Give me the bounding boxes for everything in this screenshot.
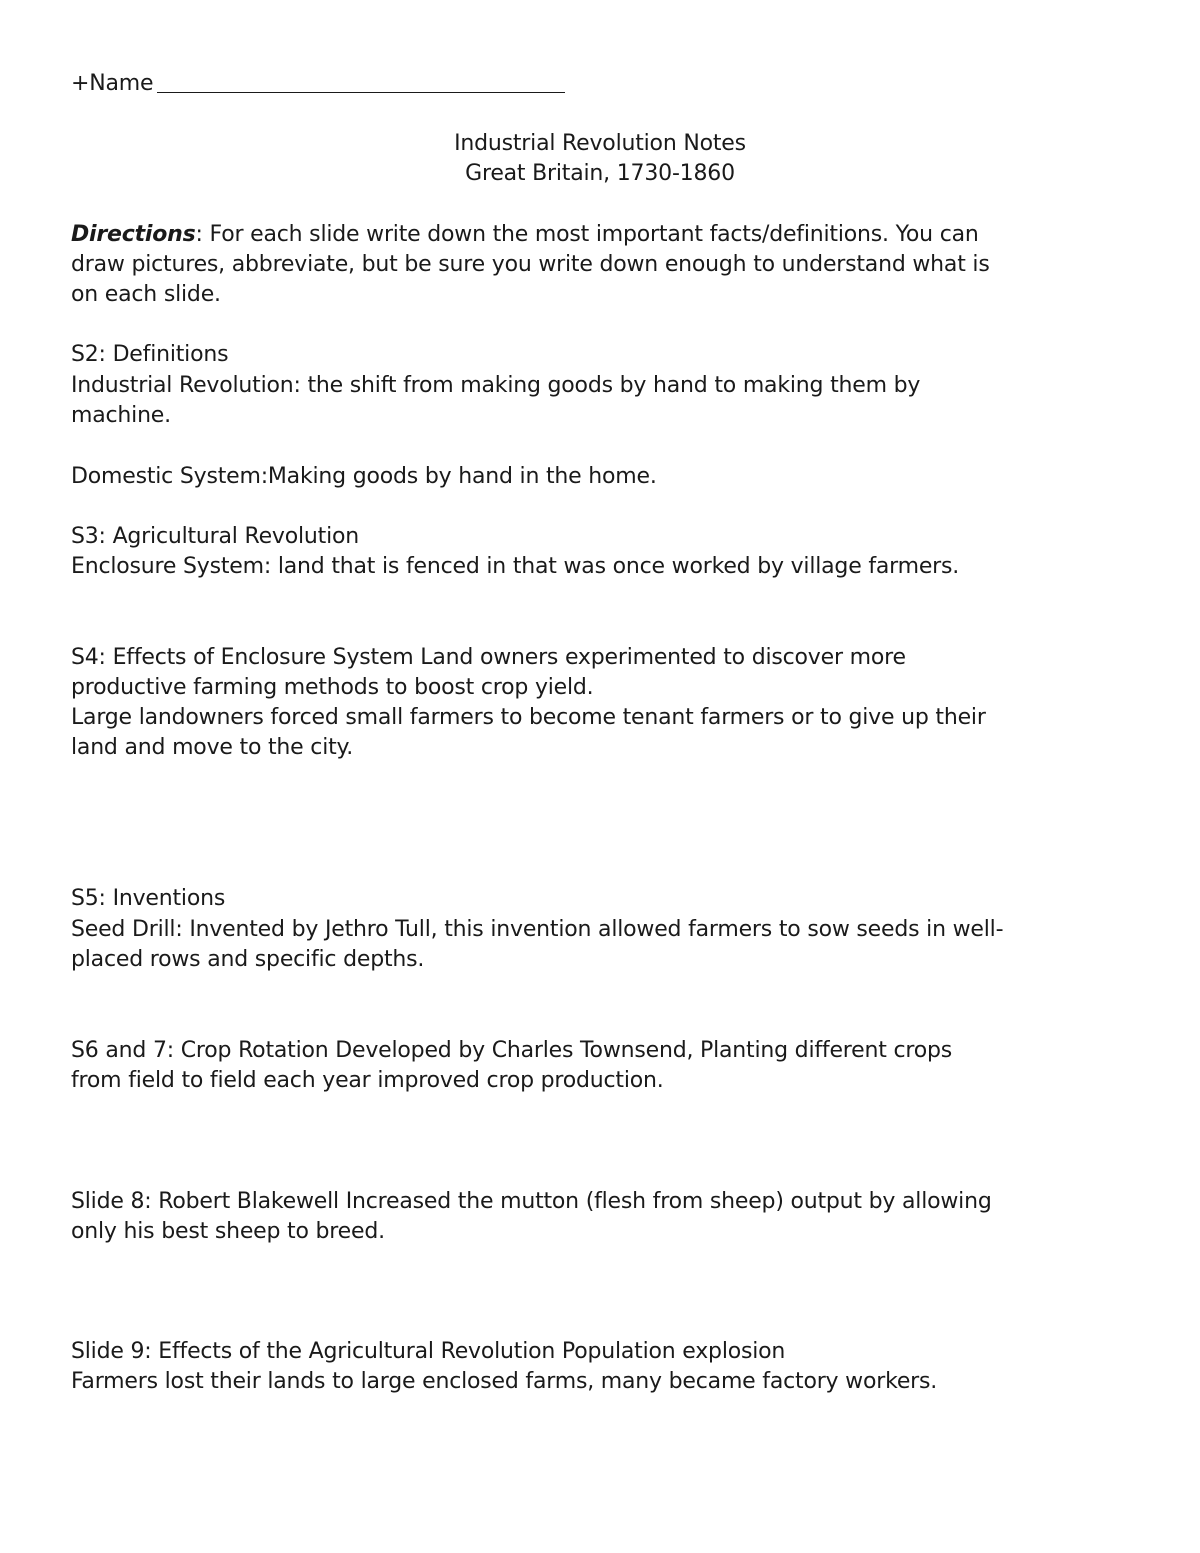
s3-heading: S3: Agricultural Revolution <box>71 524 360 549</box>
s8-line-1: Slide 8: Robert Blakewell Increased the mutton (flesh from sheep) output by allowing <box>71 1189 992 1214</box>
s4-line-4: land and move to the city. <box>71 735 354 760</box>
document-title: Industrial Revolution Notes <box>454 131 746 156</box>
s4-line-1: S4: Effects of Enclosure System Land owners experimented to discover more <box>71 645 906 670</box>
s2-line-1: Industrial Revolution: the shift from making goods by hand to making them by <box>71 373 921 398</box>
document-subtitle: Great Britain, 1730-1860 <box>465 161 735 186</box>
name-label: +Name <box>71 71 154 96</box>
directions-line-1 <box>71 220 979 250</box>
s2-heading: S2: Definitions <box>71 342 229 367</box>
name-blank-line[interactable] <box>157 92 565 93</box>
directions-label: Directions <box>71 222 196 247</box>
s8-line-2: only his best sheep to breed. <box>71 1219 385 1244</box>
s4-line-3: Large landowners forced small farmers to become tenant farmers or to give up their <box>71 705 986 730</box>
s2-line-2: machine. <box>71 403 171 428</box>
s9-line-2: Farmers lost their lands to large enclosed farms, many became factory workers. <box>71 1369 938 1394</box>
s4-line-2: productive farming methods to boost crop yield. <box>71 675 594 700</box>
s5-heading: S5: Inventions <box>71 886 226 911</box>
s5-line-2: placed rows and specific depths. <box>71 947 425 972</box>
directions-line-2: draw pictures, abbreviate, but be sure you write down enough to understand what is <box>71 252 990 277</box>
s9-line-1: Slide 9: Effects of the Agricultural Revolution Population explosion <box>71 1339 786 1364</box>
s6-line-1: S6 and 7: Crop Rotation Developed by Charles Townsend, Planting different crops <box>71 1038 952 1063</box>
s5-line-1: Seed Drill: Invented by Jethro Tull, this invention allowed farmers to sow seeds in well- <box>71 917 1004 942</box>
directions-line-3: on each slide. <box>71 282 221 307</box>
s6-line-2: from field to field each year improved crop production. <box>71 1068 664 1093</box>
directions-text: For each slide write down the most important facts/definitions. You can <box>202 222 979 247</box>
s3-line-1: Enclosure System: land that is fenced in that was once worked by village farmers. <box>71 554 960 579</box>
s2-line-3: Domestic System:Making goods by hand in the home. <box>71 464 657 489</box>
directions-colon: : <box>195 222 203 247</box>
